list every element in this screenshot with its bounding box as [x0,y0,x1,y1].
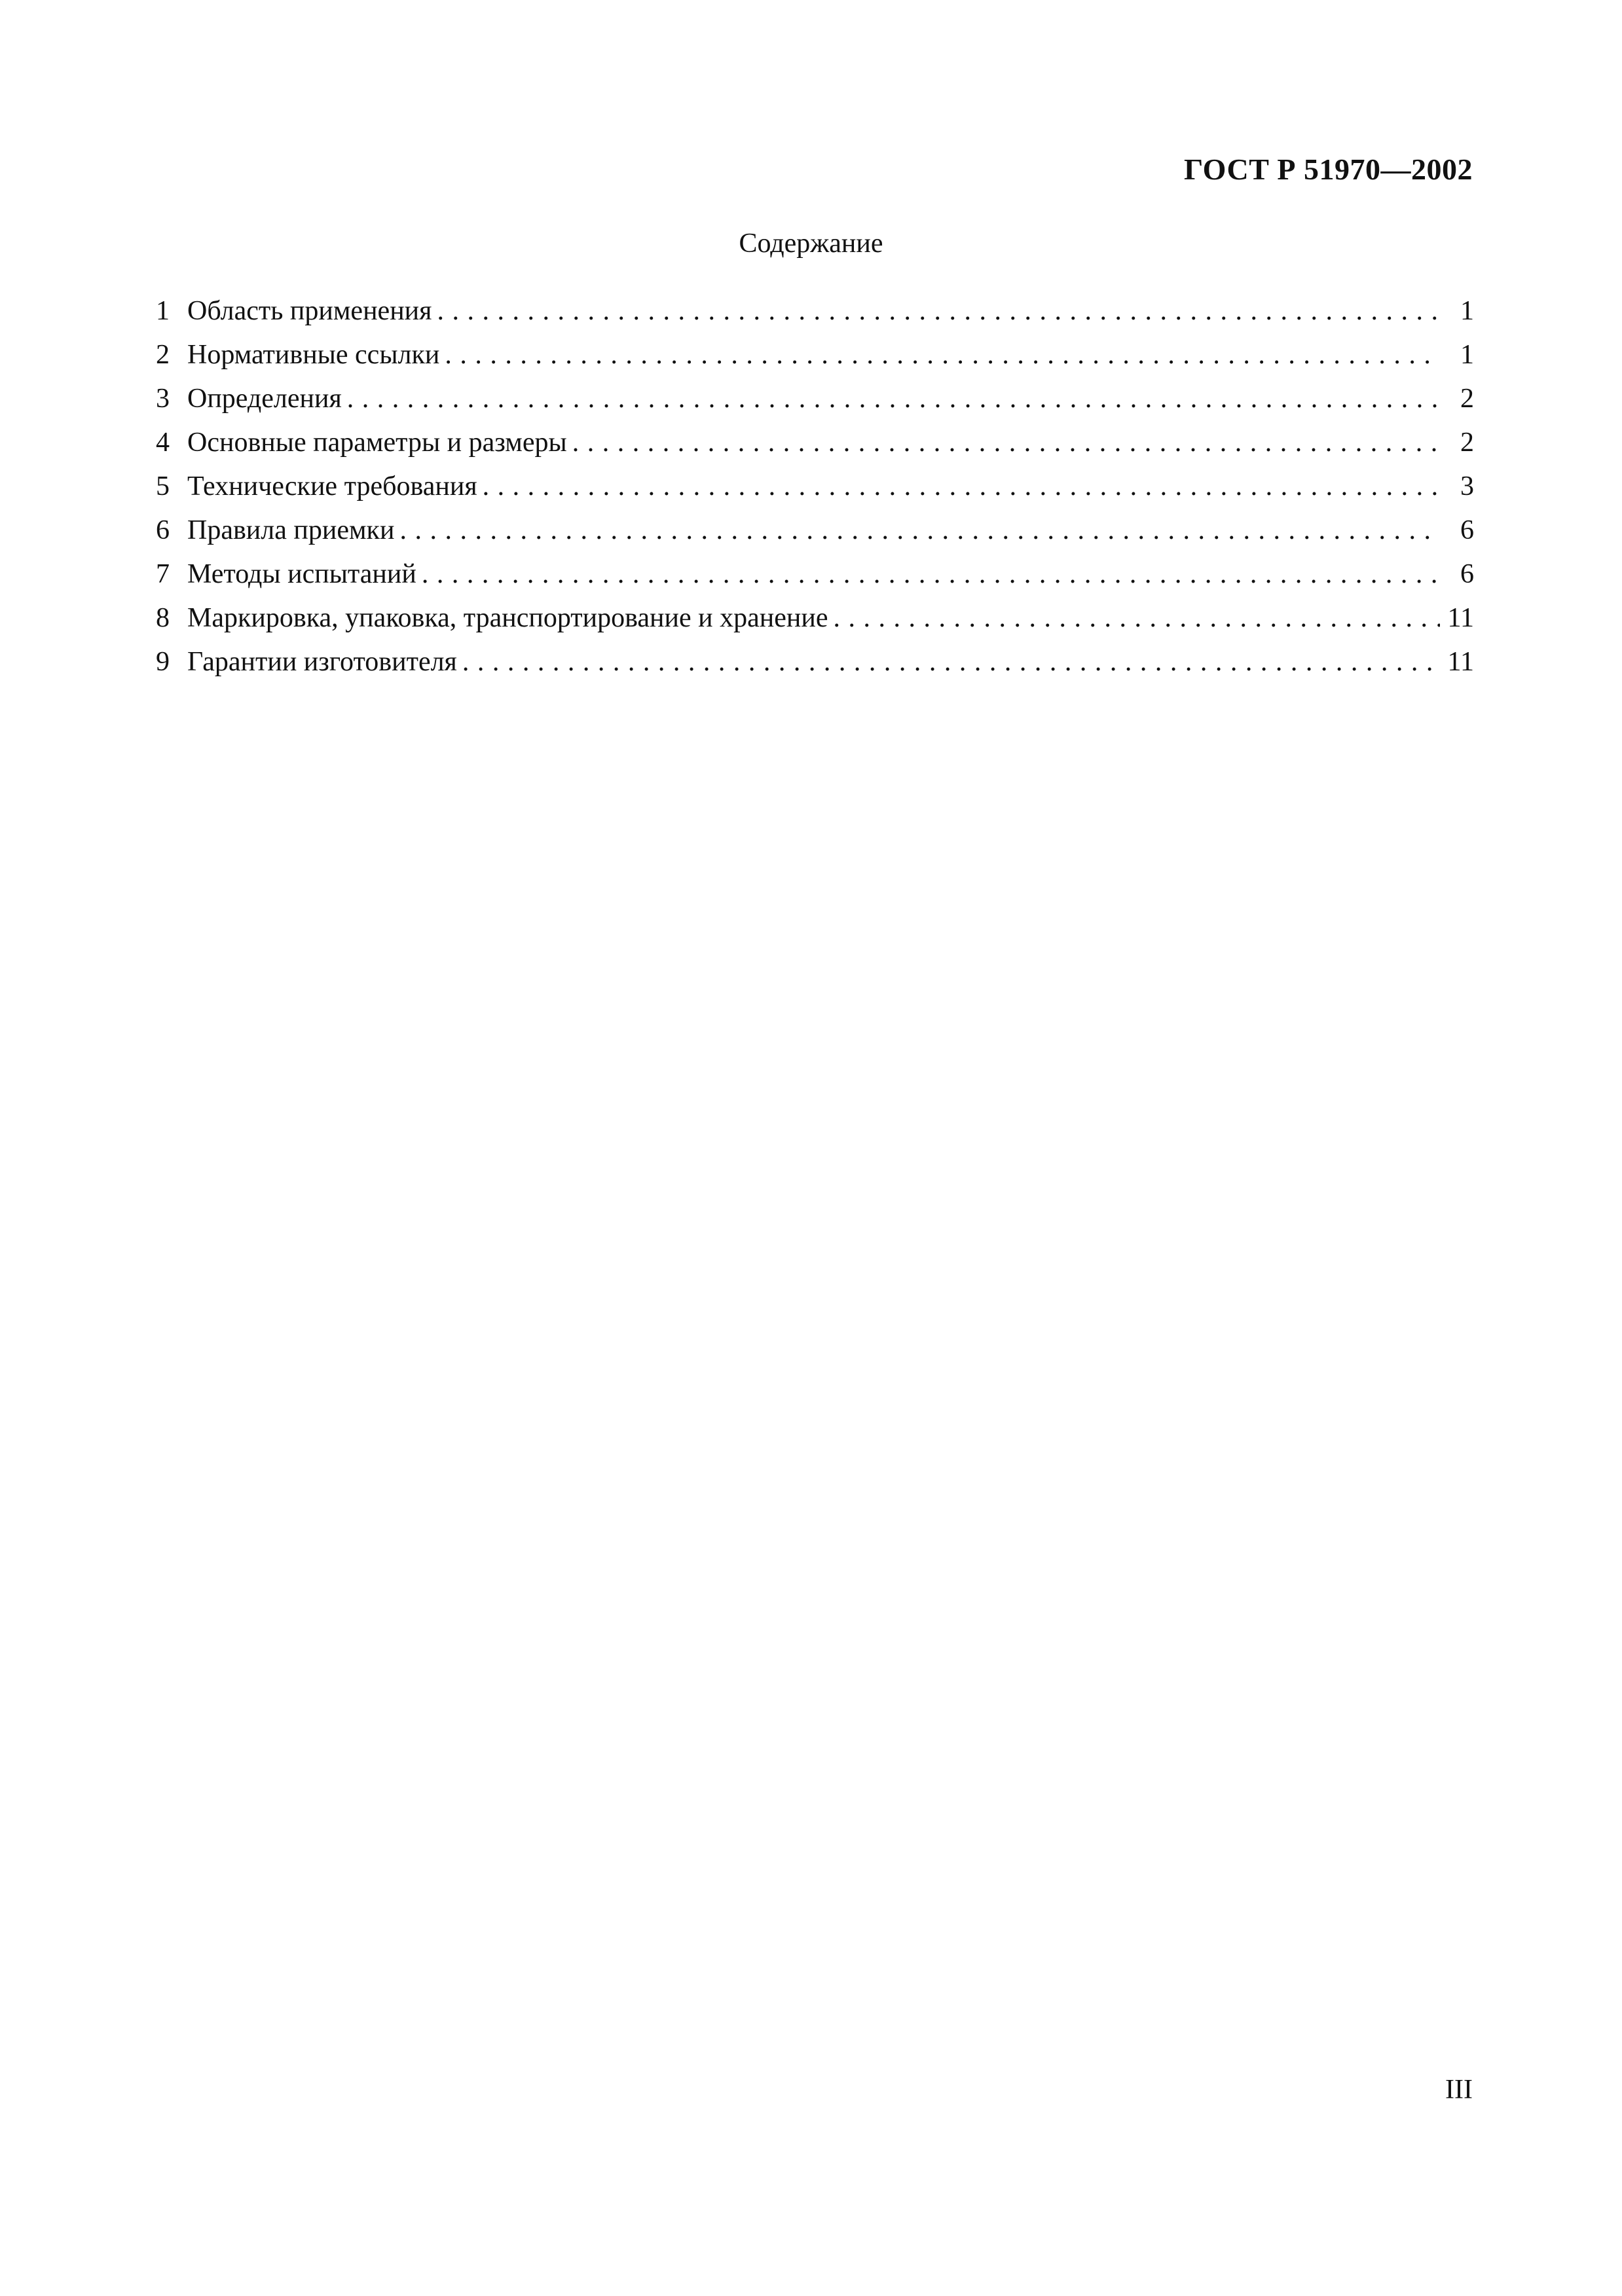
dot-leader [483,465,1440,509]
toc-item-label: Область применения [187,296,432,326]
toc-item-label: Гарантии изготовителя [187,647,457,677]
toc-item-1[interactable] [156,289,1474,333]
toc-item-page: 3 [1460,471,1474,501]
toc-item-label: Правила приемки [187,515,395,545]
toc-item-page: 2 [1460,384,1474,414]
toc-item-page: 1 [1460,296,1474,326]
page-number: III [1445,2075,1473,2105]
toc-item-5[interactable] [156,465,1474,509]
toc-item-number: 8 [156,603,170,633]
toc-item-3[interactable] [156,377,1474,421]
toc-item-number: 3 [156,384,170,414]
dot-leader [422,553,1440,596]
toc-item-label: Основные параметры и размеры [187,428,567,458]
toc-item-label: Методы испытаний [187,559,416,589]
document-code: ГОСТ Р 51970—2002 [1184,153,1473,186]
toc-item-number: 4 [156,428,170,458]
toc-item-page: 2 [1460,428,1474,458]
toc-item-number: 2 [156,340,170,370]
toc-item-number: 7 [156,559,170,589]
toc-item-9[interactable] [156,640,1474,684]
toc-item-6[interactable] [156,509,1474,553]
toc-item-2[interactable] [156,333,1474,377]
toc-item-4[interactable] [156,421,1474,465]
toc-item-page: 11 [1447,603,1474,633]
toc-item-label: Нормативные ссылки [187,340,440,370]
toc-item-number: 1 [156,296,170,326]
toc-item-8[interactable] [156,596,1474,640]
dot-leader [572,421,1440,465]
dot-leader [462,640,1440,684]
toc-item-label: Маркировка, упаковка, транспортирование и хранение [187,603,828,633]
dot-leader [445,333,1440,377]
toc-item-number: 5 [156,471,170,501]
toc-item-label: Технические требования [187,471,477,501]
toc-item-page: 1 [1460,340,1474,370]
dot-leader [399,509,1440,553]
table-of-contents [156,289,1474,684]
toc-item-label: Определения [187,384,342,414]
toc-item-page: 6 [1460,559,1474,589]
toc-item-number: 9 [156,647,170,677]
toc-item-7[interactable] [156,553,1474,596]
toc-item-page: 6 [1460,515,1474,545]
toc-item-page: 11 [1447,647,1474,677]
dot-leader [833,596,1440,640]
toc-title: Содержание [739,228,883,259]
dot-leader [437,289,1440,333]
dot-leader [347,377,1440,421]
toc-item-number: 6 [156,515,170,545]
